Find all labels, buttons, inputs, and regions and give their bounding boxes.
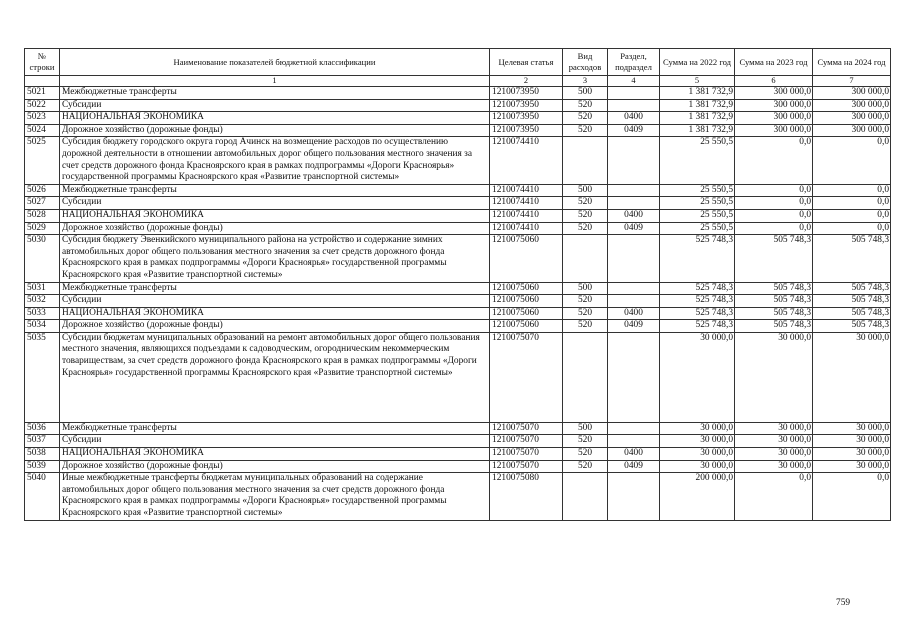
target-article: 1210075060 [490,235,563,282]
sum-2024: 505 748,3 [813,235,891,282]
sum-2022: 30 000,0 [660,332,735,422]
header-section: Раздел, подраздел [608,49,660,76]
section-code: 0400 [608,307,660,320]
section-code [608,87,660,100]
header-row [25,49,891,76]
row-number: 5028 [25,209,60,222]
section-code [608,137,660,184]
sum-2022: 1 381 732,9 [660,99,735,112]
sum-2023: 30 000,0 [735,435,813,448]
indicator-name: Межбюджетные трансферты [60,184,490,197]
sum-2024: 300 000,0 [813,124,891,137]
sum-2022: 25 550,5 [660,209,735,222]
target-article: 1210075080 [490,473,563,520]
section-code: 0409 [608,320,660,333]
target-article: 1210075070 [490,448,563,461]
header-expense-type: Вид расходов [563,49,608,76]
sum-2024: 300 000,0 [813,87,891,100]
indicator-name: Межбюджетные трансферты [60,87,490,100]
sum-2024: 0,0 [813,184,891,197]
sum-2024: 30 000,0 [813,448,891,461]
sum-2022: 525 748,3 [660,235,735,282]
expense-type [563,235,608,282]
header-sum-2024: Сумма на 2024 год [813,49,891,76]
table-row [25,209,891,222]
table-row [25,320,891,333]
sum-2023: 300 000,0 [735,124,813,137]
target-article: 1210075070 [490,332,563,422]
column-number: 6 [735,76,813,87]
sum-2022: 30 000,0 [660,435,735,448]
row-number: 5022 [25,99,60,112]
indicator-name: Субсидии [60,295,490,308]
sum-2023: 30 000,0 [735,422,813,435]
indicator-name: Межбюджетные трансферты [60,282,490,295]
sum-2022: 25 550,5 [660,197,735,210]
column-number: 1 [60,76,490,87]
sum-2024: 30 000,0 [813,422,891,435]
section-code: 0409 [608,460,660,473]
expense-type: 520 [563,448,608,461]
target-article: 1210074410 [490,184,563,197]
column-number: 2 [490,76,563,87]
sum-2024: 505 748,3 [813,320,891,333]
target-article: 1210073950 [490,124,563,137]
indicator-name: НАЦИОНАЛЬНАЯ ЭКОНОМИКА [60,209,490,222]
section-code: 0400 [608,209,660,222]
table-row [25,124,891,137]
sum-2023: 505 748,3 [735,320,813,333]
indicator-name: НАЦИОНАЛЬНАЯ ЭКОНОМИКА [60,112,490,125]
section-code [608,99,660,112]
sum-2023: 300 000,0 [735,112,813,125]
row-number: 5033 [25,307,60,320]
sum-2023: 30 000,0 [735,460,813,473]
table-row [25,460,891,473]
expense-type: 520 [563,435,608,448]
sum-2024: 505 748,3 [813,307,891,320]
sum-2023: 505 748,3 [735,235,813,282]
expense-type: 500 [563,87,608,100]
expense-type: 520 [563,295,608,308]
table-row [25,87,891,100]
expense-type: 520 [563,197,608,210]
sum-2023: 300 000,0 [735,99,813,112]
sum-2023: 0,0 [735,473,813,520]
sum-2024: 300 000,0 [813,99,891,112]
section-code: 0400 [608,112,660,125]
expense-type: 520 [563,460,608,473]
sum-2024: 30 000,0 [813,435,891,448]
sum-2022: 525 748,3 [660,282,735,295]
expense-type: 500 [563,282,608,295]
target-article: 1210074410 [490,209,563,222]
indicator-name: НАЦИОНАЛЬНАЯ ЭКОНОМИКА [60,307,490,320]
sum-2022: 1 381 732,9 [660,87,735,100]
table-row [25,235,891,282]
row-number: 5023 [25,112,60,125]
section-code [608,332,660,422]
sum-2022: 1 381 732,9 [660,124,735,137]
expense-type: 520 [563,222,608,235]
indicator-name: Дорожное хозяйство (дорожные фонды) [60,460,490,473]
indicator-name: Дорожное хозяйство (дорожные фонды) [60,222,490,235]
row-number: 5032 [25,295,60,308]
section-code [608,473,660,520]
section-code [608,295,660,308]
row-number: 5031 [25,282,60,295]
expense-type: 520 [563,99,608,112]
table-row [25,184,891,197]
sum-2022: 25 550,5 [660,137,735,184]
table-body [25,87,891,521]
section-code: 0400 [608,448,660,461]
sum-2023: 0,0 [735,197,813,210]
sum-2022: 525 748,3 [660,307,735,320]
section-code [608,184,660,197]
target-article: 1210075060 [490,320,563,333]
sum-2023: 505 748,3 [735,295,813,308]
sum-2024: 0,0 [813,473,891,520]
table-row [25,99,891,112]
column-number: 3 [563,76,608,87]
target-article: 1210075060 [490,282,563,295]
expense-type: 520 [563,124,608,137]
header-sum-2022: Сумма на 2022 год [660,49,735,76]
sum-2023: 0,0 [735,222,813,235]
budget-table [24,48,891,521]
indicator-name: Субсидии бюджетам муниципальных образований на ремонт автомобильных дорог общего пользования местного значения, являющихся подъездами к садоводческим, огородническим некоммерческим товариществам, за счет средств дорожного фонда Красноярского края в рамках подпрограммы «Дороги Красноярья» государственной программы Красноярского края «Развитие транспортной системы» [60,332,490,422]
table-row [25,435,891,448]
table-row [25,137,891,184]
expense-type [563,332,608,422]
sum-2022: 1 381 732,9 [660,112,735,125]
indicator-name: Субсидия бюджету Эвенкийского муниципального района на устройство и содержание зимних автомобильных дорог общего пользования местного значения за счет средств дорожного фонда Красноярского края в рамках подпрограммы «Дороги Красноярья» государственной программы Красноярского края «Развитие транспортной системы» [60,235,490,282]
header-sum-2023: Сумма на 2023 год [735,49,813,76]
page-number: 759 [836,598,851,608]
table-row [25,448,891,461]
sum-2022: 200 000,0 [660,473,735,520]
row-number: 5024 [25,124,60,137]
header-row-number: № строки [25,49,60,76]
column-number [25,76,60,87]
row-number: 5036 [25,422,60,435]
table-row [25,222,891,235]
sum-2023: 0,0 [735,209,813,222]
sum-2022: 30 000,0 [660,422,735,435]
section-code [608,235,660,282]
expense-type: 500 [563,422,608,435]
target-article: 1210073950 [490,99,563,112]
target-article: 1210075070 [490,435,563,448]
budget-table-container [24,48,889,521]
expense-type: 520 [563,209,608,222]
table-row [25,422,891,435]
sum-2022: 25 550,5 [660,222,735,235]
header-indicator-name: Наименование показателей бюджетной классификации [60,49,490,76]
row-number: 5037 [25,435,60,448]
expense-type: 520 [563,307,608,320]
sum-2024: 0,0 [813,197,891,210]
target-article: 1210075070 [490,422,563,435]
indicator-name: Дорожное хозяйство (дорожные фонды) [60,124,490,137]
indicator-name: Субсидии [60,197,490,210]
row-number: 5039 [25,460,60,473]
indicator-name: Субсидия бюджету городского округа город Ачинск на возмещение расходов по осуществлению дорожной деятельности в отношении автомобильных дорог общего пользования местного значения за счет средств дорожного фонда Красноярского края в рамках подпрограммы «Дороги Красноярья» государственной программы Красноярского края «Развитие транспортной системы» [60,137,490,184]
row-number: 5034 [25,320,60,333]
sum-2023: 505 748,3 [735,282,813,295]
sum-2023: 30 000,0 [735,448,813,461]
target-article: 1210074410 [490,137,563,184]
sum-2023: 0,0 [735,137,813,184]
table-row [25,197,891,210]
sum-2023: 30 000,0 [735,332,813,422]
sum-2024: 505 748,3 [813,282,891,295]
sum-2024: 30 000,0 [813,460,891,473]
expense-type: 520 [563,112,608,125]
sum-2023: 505 748,3 [735,307,813,320]
row-number: 5038 [25,448,60,461]
indicator-name: Дорожное хозяйство (дорожные фонды) [60,320,490,333]
expense-type: 520 [563,320,608,333]
row-number: 5027 [25,197,60,210]
target-article: 1210073950 [490,112,563,125]
section-code [608,422,660,435]
sum-2022: 25 550,5 [660,184,735,197]
table-row [25,282,891,295]
target-article: 1210075060 [490,307,563,320]
target-article: 1210074410 [490,197,563,210]
row-number: 5026 [25,184,60,197]
row-number: 5021 [25,87,60,100]
table-row [25,112,891,125]
sum-2023: 0,0 [735,184,813,197]
indicator-name: Субсидии [60,435,490,448]
target-article: 1210075070 [490,460,563,473]
table-row [25,473,891,520]
row-number: 5025 [25,137,60,184]
sum-2024: 300 000,0 [813,112,891,125]
target-article: 1210074410 [490,222,563,235]
sum-2024: 505 748,3 [813,295,891,308]
sum-2022: 30 000,0 [660,448,735,461]
table-row [25,332,891,422]
header-target-article: Целевая статья [490,49,563,76]
column-number: 4 [608,76,660,87]
sum-2024: 0,0 [813,137,891,184]
column-number: 5 [660,76,735,87]
section-code: 0409 [608,124,660,137]
section-code [608,282,660,295]
sum-2023: 300 000,0 [735,87,813,100]
sum-2022: 525 748,3 [660,320,735,333]
target-article: 1210073950 [490,87,563,100]
column-number: 7 [813,76,891,87]
section-code: 0409 [608,222,660,235]
sum-2024: 30 000,0 [813,332,891,422]
expense-type [563,137,608,184]
row-number: 5040 [25,473,60,520]
row-number: 5030 [25,235,60,282]
table-row [25,307,891,320]
indicator-name: Иные межбюджетные трансферты бюджетам муниципальных образований на содержание автомобильных дорог общего пользования местного значения за счет средств дорожного фонда Красноярского края в рамках подпрограммы «Дороги Красноярья» государственной программы Красноярского края «Развитие транспортной системы» [60,473,490,520]
indicator-name: Субсидии [60,99,490,112]
table-row [25,295,891,308]
column-numbering-row [25,76,891,87]
expense-type: 500 [563,184,608,197]
indicator-name: НАЦИОНАЛЬНАЯ ЭКОНОМИКА [60,448,490,461]
row-number: 5029 [25,222,60,235]
sum-2024: 0,0 [813,222,891,235]
section-code [608,197,660,210]
row-number: 5035 [25,332,60,422]
section-code [608,435,660,448]
indicator-name: Межбюджетные трансферты [60,422,490,435]
target-article: 1210075060 [490,295,563,308]
expense-type [563,473,608,520]
sum-2024: 0,0 [813,209,891,222]
sum-2022: 525 748,3 [660,295,735,308]
sum-2022: 30 000,0 [660,460,735,473]
